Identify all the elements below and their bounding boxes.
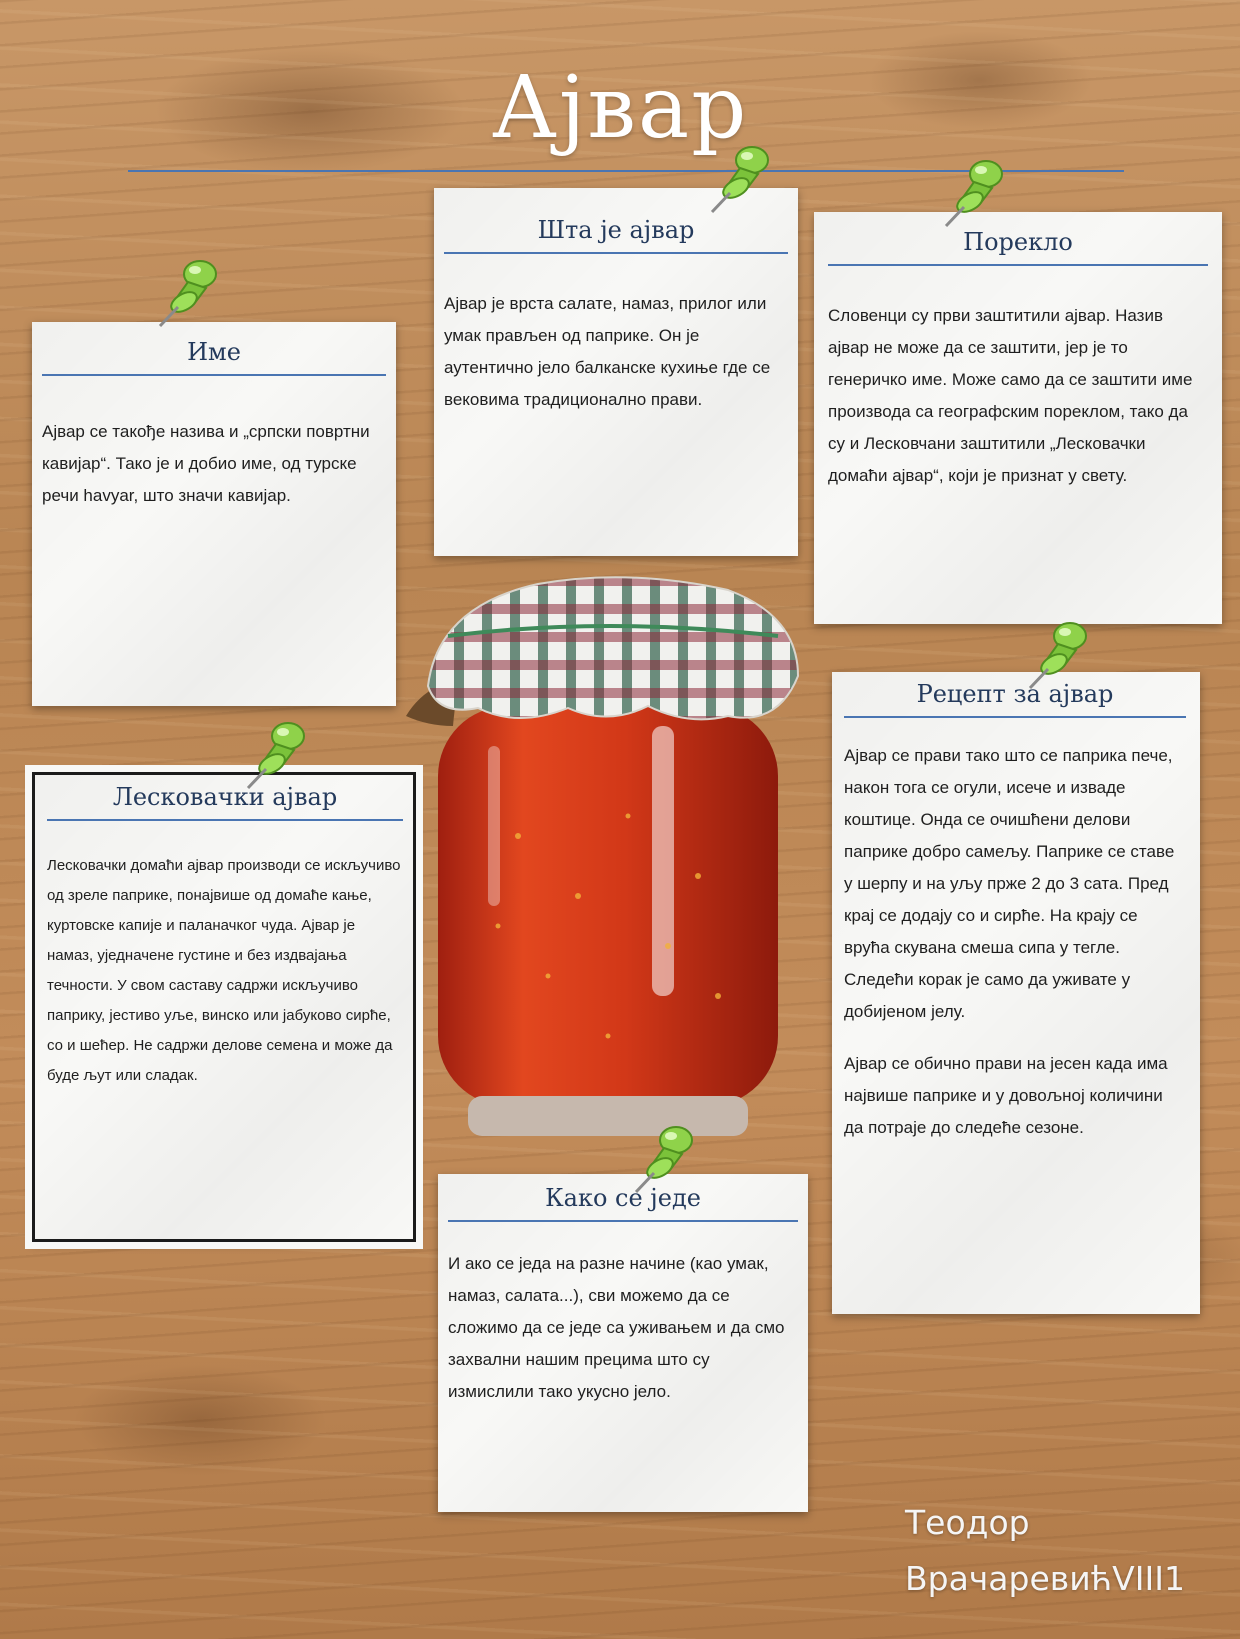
pushpin-icon xyxy=(934,152,1014,232)
pushpin-icon xyxy=(624,1118,704,1198)
card-leskovacki xyxy=(32,772,416,1242)
card-sta-je xyxy=(434,188,798,556)
card-recept-heading: Рецепт за ајвар xyxy=(844,680,1186,718)
card-sta-je-text: Ајвар је врста салате, намаз, прилог или умак прављен од паприке. Он је аутентично јело балканске кухиње где се вековима традиционално прави. xyxy=(444,294,771,409)
author-signature xyxy=(905,1495,1205,1607)
pushpin-icon xyxy=(1018,614,1098,694)
pushpin-icon xyxy=(148,252,228,332)
card-poreklo-text: Словенци су први заштитили ајвар. Назив ајвар не може да се заштити, јер је то генеричко име. Може само да се заштити име производа са географским пореклом, тако да су и Лесковчани заштитили „Лесковачки домаћи ајвар“, који је признат у свету. xyxy=(828,306,1193,485)
card-leskovacki-text: Лесковачки домаћи ајвар производи се искључиво од зреле паприке, понајвише од домаће кање, куртовске капије и паланачког чуда. Ајвар је намаз, уједначене густине и без издвајања течности. У свом саставу садржи искључиво паприку, јестиво уље, винско или јабуково сирће, со и шећер. Не садржи делове семена и може да буде љут или сладак. xyxy=(47,857,401,1084)
card-kako xyxy=(438,1174,808,1512)
card-kako-heading: Како се једе xyxy=(448,1184,798,1222)
pushpin-icon xyxy=(236,714,316,794)
card-leskovacki-heading: Лесковачки ајвар xyxy=(47,783,403,821)
card-poreklo xyxy=(814,212,1222,624)
pushpin-icon xyxy=(700,138,780,218)
card-ime-text: Ајвар се такође назива и „српски повртни кавијар“. Тако је и добио име, од турске речи havyar, што значи кавијар. xyxy=(42,422,370,505)
card-ime-heading: Име xyxy=(42,338,386,376)
card-recept-text-2: Ајвар се обично прави на јесен када има највише паприке и у довољној количини да потраје до следеће сезоне. xyxy=(844,1054,1168,1137)
page-title: Ајвар xyxy=(491,58,749,158)
card-recept xyxy=(832,672,1200,1314)
author-first-name: Теодор xyxy=(905,1503,1030,1542)
author-last-name-class: ВрачаревићVIII1 xyxy=(905,1559,1185,1598)
card-recept-text-1: Ајвар се прави тако што се паприка пече, након тога се огули, исече и изваде коштице. Онда се очишћени делови паприке добро самељу. Паприке се ставе у шерпу и на уљу прже 2 до 3 сата. Пред крај се додају со и сирће. На крају се врућа скувана смеша сипа у тегле. Следећи корак је само да уживате у добијеном јелу. xyxy=(844,746,1175,1021)
card-kako-text: И ако се једа на разне начине (као умак, намаз, салата...), сви можемо да се сложимо да се једе са уживањем и да смо захвални нашим прецима што су измислили тако укусно јело. xyxy=(448,1254,785,1401)
card-sta-je-heading: Шта је ајвар xyxy=(444,216,788,254)
card-ime xyxy=(32,322,396,706)
card-poreklo-heading: Порекло xyxy=(828,228,1208,266)
ajvar-jar-image xyxy=(398,576,818,1151)
